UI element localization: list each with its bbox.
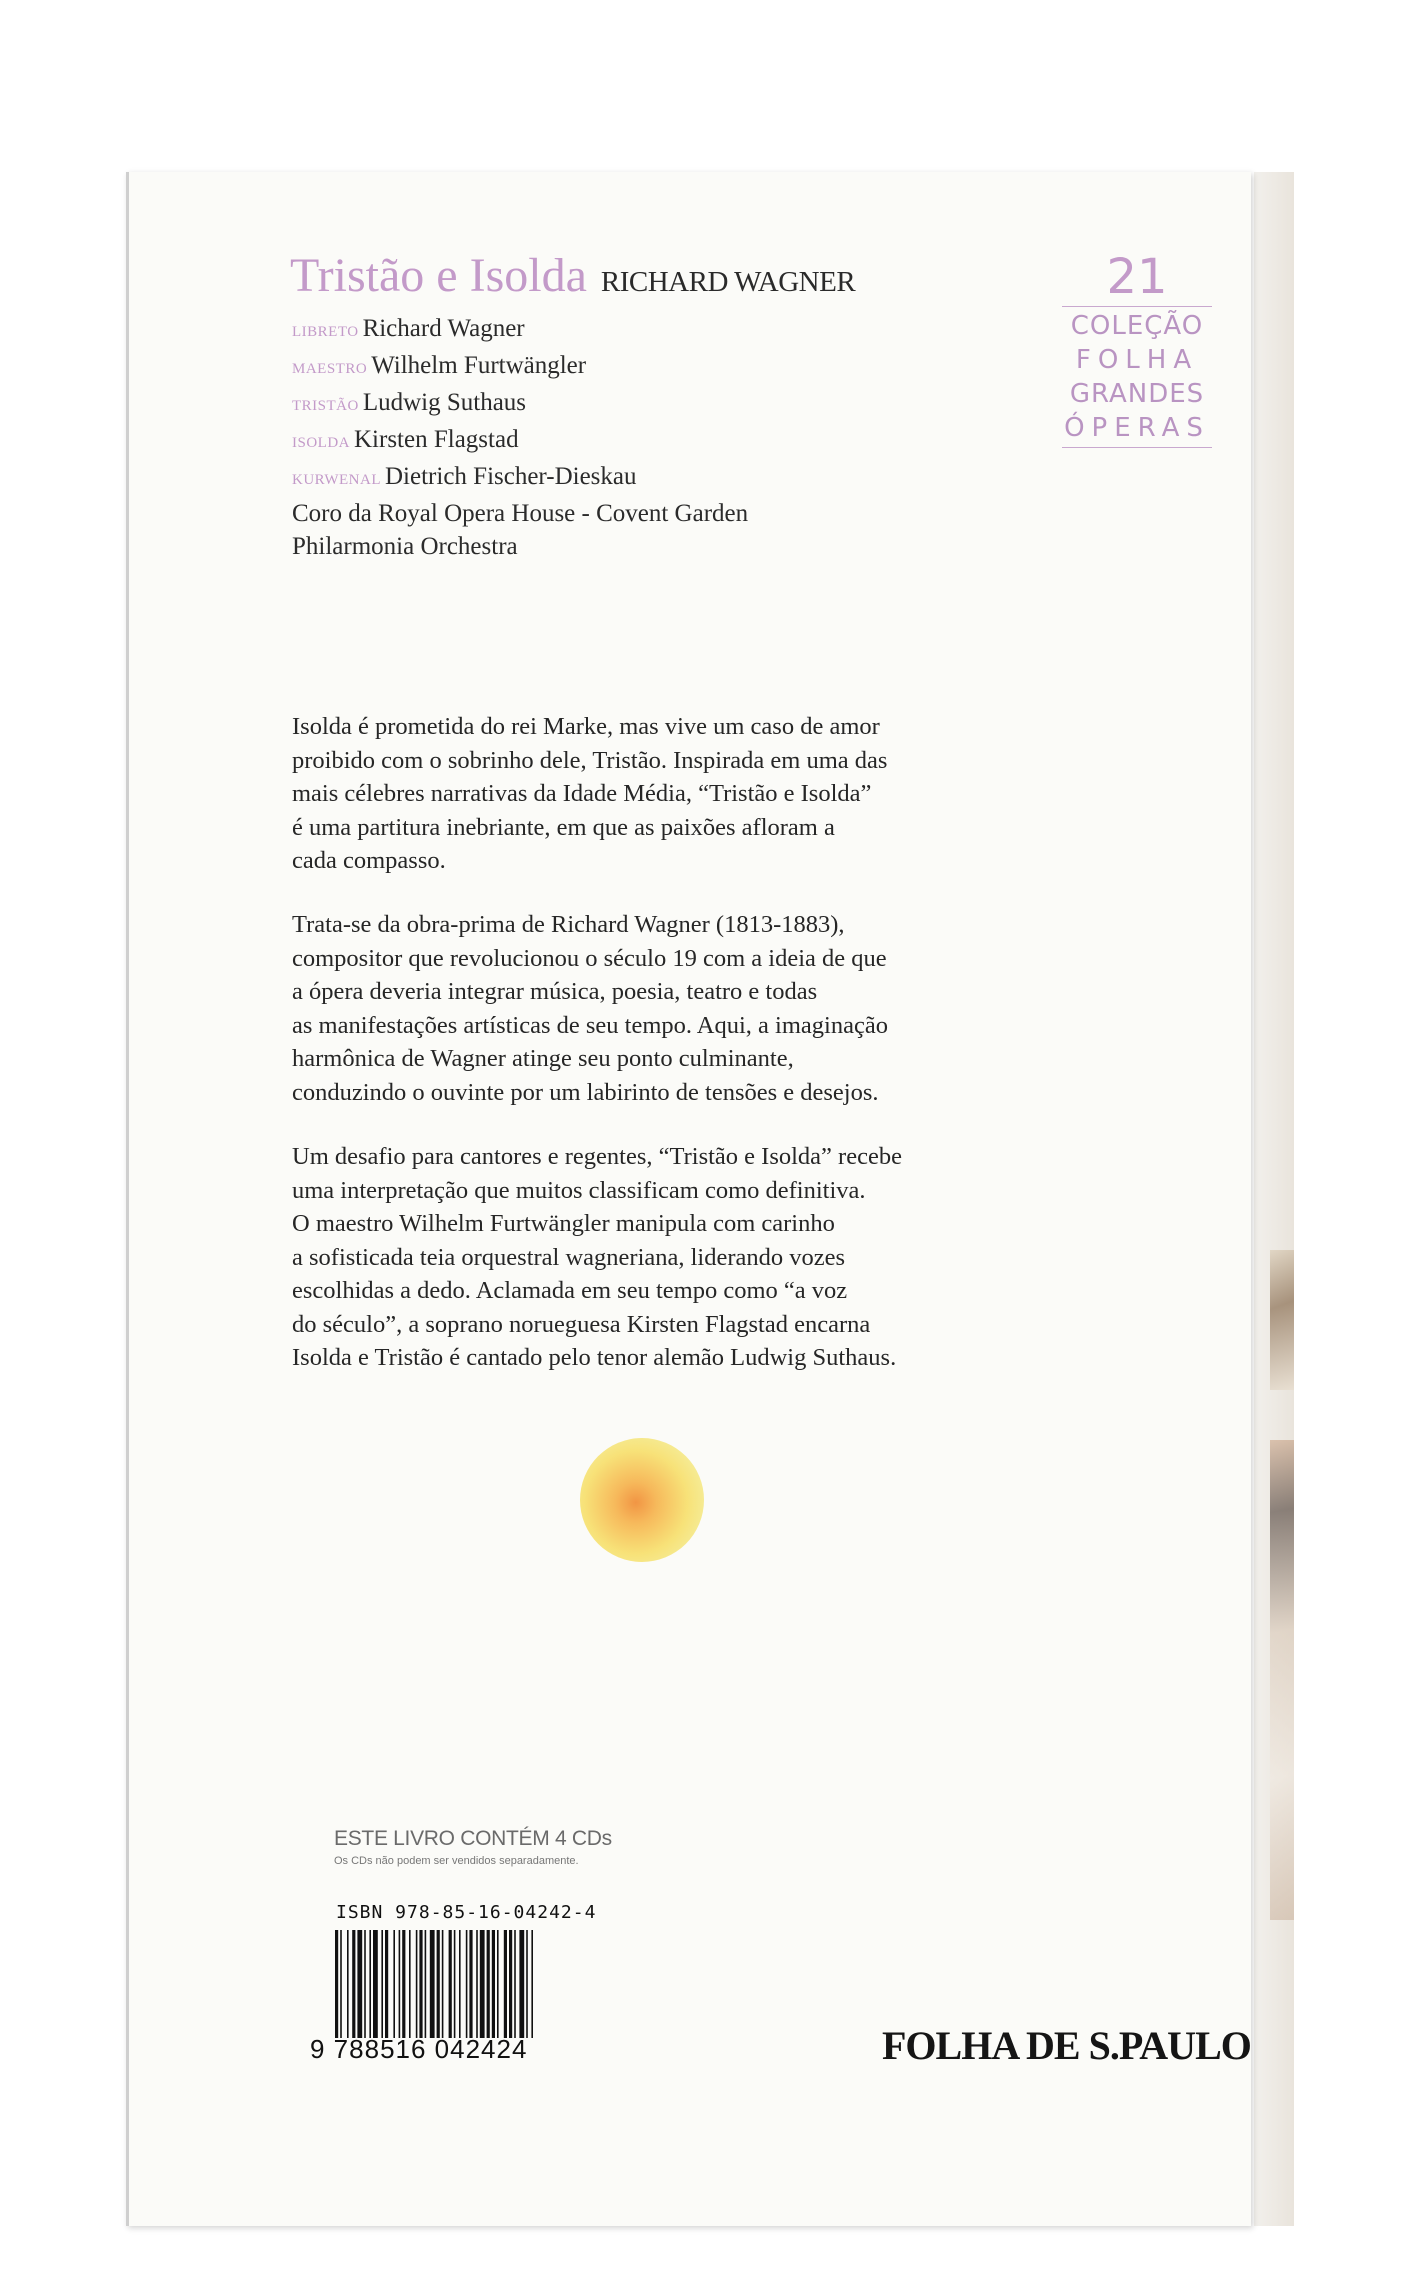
opera-title: Tristão e Isolda xyxy=(290,249,587,302)
credit-name: Richard Wagner xyxy=(362,315,525,342)
series-line-3: GRANDES xyxy=(1069,379,1205,409)
cd-count-text: ESTE LIVRO CONTÉM 4 CDs xyxy=(334,1827,612,1850)
composer-name: RICHARD WAGNER xyxy=(600,266,856,298)
credit-kurwenal xyxy=(292,460,748,497)
spine-image-fragment xyxy=(1270,1250,1294,1390)
credit-name: Kirsten Flagstad xyxy=(354,426,519,453)
credit-name: Dietrich Fischer-Dieskau xyxy=(385,463,637,490)
credit-isolde xyxy=(292,423,748,460)
divider xyxy=(1062,447,1212,448)
credit-name: Philarmonia Orchestra xyxy=(292,533,518,560)
volume-number: 21 xyxy=(1106,249,1168,305)
divider xyxy=(1062,306,1212,307)
title-row xyxy=(290,248,855,303)
credit-conductor xyxy=(292,349,748,386)
decorative-disc-image xyxy=(580,1438,704,1562)
credit-role: ISOLDA xyxy=(292,435,350,451)
credit-role: KURWENAL xyxy=(292,472,381,488)
barcode-image xyxy=(333,1930,585,2038)
paragraph-text: Um desafio para cantores e regentes, “Tristão e Isolda” recebe uma interpretação que muitos classificam como definitiva. O maestro Wilhelm Furtwängler manipula com carinho a sofisticada teia orquestral wagneriana, liderando vozes escolhidas a dedo. Aclamada em seu tempo como “a voz do século”, a soprano norueguesa Kirsten Flagstad encarna Isolda e Tristão é cantado pelo tenor alemão Ludwig Suthaus. xyxy=(292,1143,902,1371)
publisher-logo: FOLHA DE S.PAULO xyxy=(882,2023,1251,2068)
credit-name: Ludwig Suthaus xyxy=(362,389,527,416)
barcode-digits: 9 788516 042424 xyxy=(310,2034,528,2064)
series-line-4: ÓPERAS xyxy=(1064,413,1210,443)
series-badge xyxy=(1062,250,1212,450)
credit-choir xyxy=(292,497,748,530)
credit-role: LIBRETO xyxy=(292,324,359,340)
series-line-1: COLEÇÃO xyxy=(1070,311,1204,341)
synopsis-paragraph-2 xyxy=(292,908,992,1109)
paragraph-text: Trata-se da obra-prima de Richard Wagner (1813-1883), compositor que revolucionou o século 19 com a ideia de que a ópera deveria integrar música, poesia, teatro e todas as manifestações artísticas de seu tempo. Aqui, a imaginação harmônica de Wagner atinge seu ponto culminante, conduzindo o ouvinte por um labirinto de tensões e desejos. xyxy=(292,911,888,1106)
credit-orchestra xyxy=(292,530,748,563)
cd-info xyxy=(334,1827,612,1867)
credit-name: Wilhelm Furtwängler xyxy=(371,352,587,379)
credit-tristan xyxy=(292,386,748,423)
series-line-2: FOLHA xyxy=(1075,345,1199,375)
spine-image-fragment xyxy=(1270,1440,1294,1920)
credit-name: Coro da Royal Opera House - Covent Garden xyxy=(292,500,749,527)
isbn-label: ISBN 978-85-16-04242-4 xyxy=(336,1902,597,1923)
credits-list xyxy=(292,312,748,563)
cd-sale-note: Os CDs não podem ser vendidos separadamente. xyxy=(334,1855,579,1867)
credit-role: MAESTRO xyxy=(292,361,368,377)
synopsis-paragraph-1 xyxy=(292,710,992,878)
credit-role: TRISTÃO xyxy=(292,398,359,414)
credit-librettist xyxy=(292,312,748,349)
synopsis-paragraph-3 xyxy=(292,1140,992,1375)
paragraph-text: Isolda é prometida do rei Marke, mas vive um caso de amor proibido com o sobrinho dele, Tristão. Inspirada em uma das mais célebres narrativas da Idade Média, “Tristão e Isolda” é uma partitura inebriante, em que as paixões afloram a cada compasso. xyxy=(292,713,888,874)
